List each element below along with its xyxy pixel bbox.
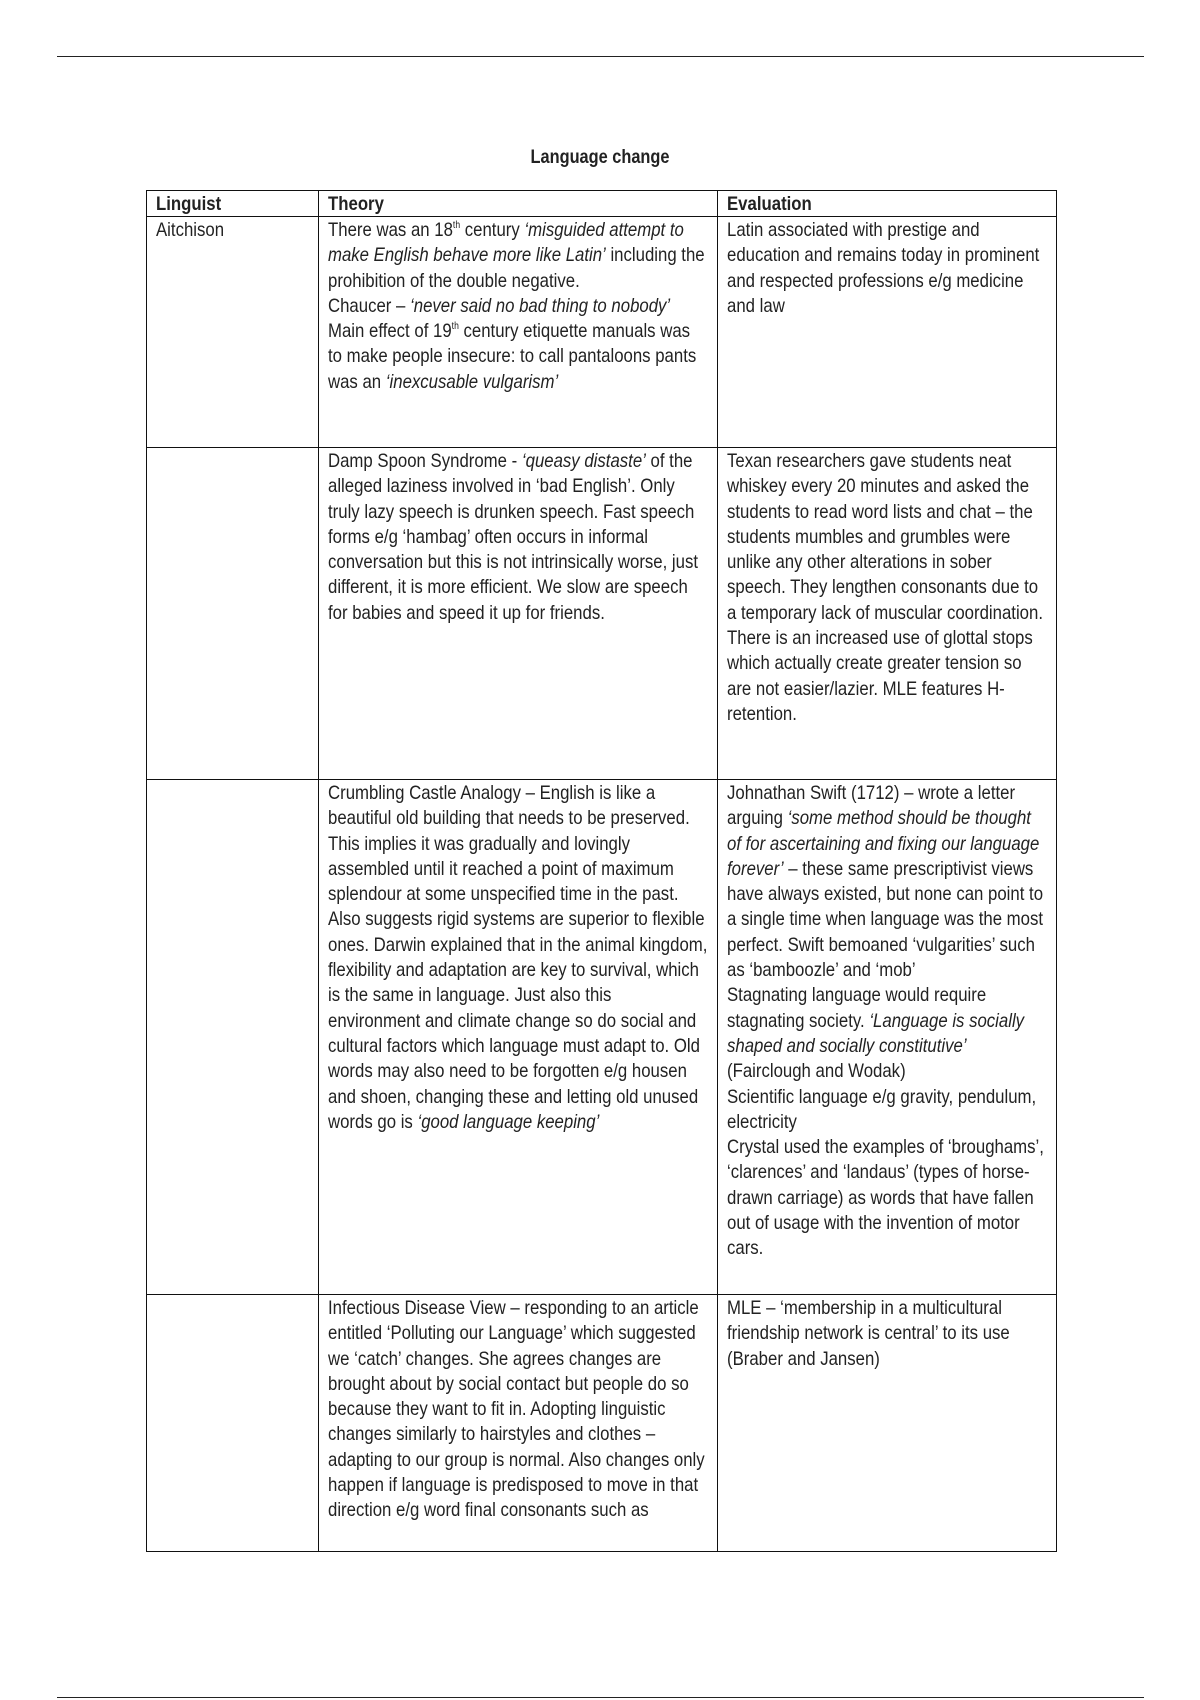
header-theory: Theory <box>319 191 718 217</box>
theory-cell: Damp Spoon Syndrome - ‘queasy distaste’ of the alleged laziness involved in ‘bad English’. Only truly lazy speech is drunken speech. Fast speech forms e/g ‘hambag’ often occurs in informal conversation but this is not intrinsically worse, just different, it is more efficient. We slow are speech for babies and speed it up for friends. <box>319 448 718 780</box>
theory-cell: There was an 18th century ‘misguided attempt to make English behave more like Latin’ including the prohibition of the double negative. Chaucer – ‘never said no bad thing to nobody’ Main effect of 19th century etiquette manuals was to make people insecure: to call pantaloons pants was an ‘inexcusable vulgarism’ <box>319 217 718 448</box>
evaluation-cell: Johnathan Swift (1712) – wrote a letter arguing ‘some method should be thought of for ascertaining and fixing our language forever’ – these same prescriptivist views have always existed, but none can point to a single time when language was the most perfect. Swift bemoaned ‘vulgarities’ such as ‘bamboozle’ and ‘mob’ Stagnating language would require stagnating society. ‘Language is socially shaped and socially constitutive’ (Fairclough and Wodak) Scientific language e/g gravity, pendulum, electricity Crystal used the examples of ‘broughams’, ‘clarences’ and ‘landaus’ (types of horse-drawn carriage) as words that have fallen out of usage with the invention of motor cars. <box>718 780 1057 1295</box>
document-title: Language change <box>530 147 670 168</box>
linguist-cell <box>147 1295 319 1552</box>
header-evaluation: Evaluation <box>718 191 1057 217</box>
linguist-cell: Aitchison <box>147 217 319 448</box>
evaluation-cell: Latin associated with prestige and education and remains today in prominent and respected professions e/g medicine and law <box>718 217 1057 448</box>
table-row <box>147 448 1057 780</box>
evaluation-cell: MLE – ‘membership in a multicultural friendship network is central’ to its use (Braber and Jansen) <box>718 1295 1057 1552</box>
theory-cell: Crumbling Castle Analogy – English is like a beautiful old building that needs to be preserved. This implies it was gradually and lovingly assembled until it reached a point of maximum splendour at some unspecified time in the past. Also suggests rigid systems are superior to flexible ones. Darwin explained that in the animal kingdom, flexibility and adaptation are key to survival, which is the same in language. Just also this environment and climate change so do social and cultural factors which language must adapt to. Old words may also need to be forgotten e/g housen and shoen, changing these and letting old unused words go is ‘good language keeping’ <box>319 780 718 1295</box>
evaluation-cell: Texan researchers gave students neat whiskey every 20 minutes and asked the students to read word lists and chat – the students mumbles and grumbles were unlike any other alterations in sober speech. They lengthen consonants due to a temporary lack of muscular coordination. There is an increased use of glottal stops which actually create greater tension so are not easier/lazier. MLE features H-retention. <box>718 448 1057 780</box>
table-row <box>147 780 1057 1295</box>
header-rule <box>57 56 1144 57</box>
linguist-cell <box>147 780 319 1295</box>
linguist-cell <box>147 448 319 780</box>
footer-rule <box>57 1697 1144 1698</box>
header-linguist: Linguist <box>147 191 319 217</box>
language-change-table <box>146 190 1057 1552</box>
table-header-row <box>147 191 1057 217</box>
theory-cell: Infectious Disease View – responding to an article entitled ‘Polluting our Language’ which suggested we ‘catch’ changes. She agrees changes are brought about by social contact but people do so because they want to fit in. Adopting linguistic changes similarly to hairstyles and clothes – adapting to our group is normal. Also changes only happen if language is predisposed to move in that direction e/g word final consonants such as <box>319 1295 718 1552</box>
table-row <box>147 217 1057 448</box>
table-row <box>147 1295 1057 1552</box>
